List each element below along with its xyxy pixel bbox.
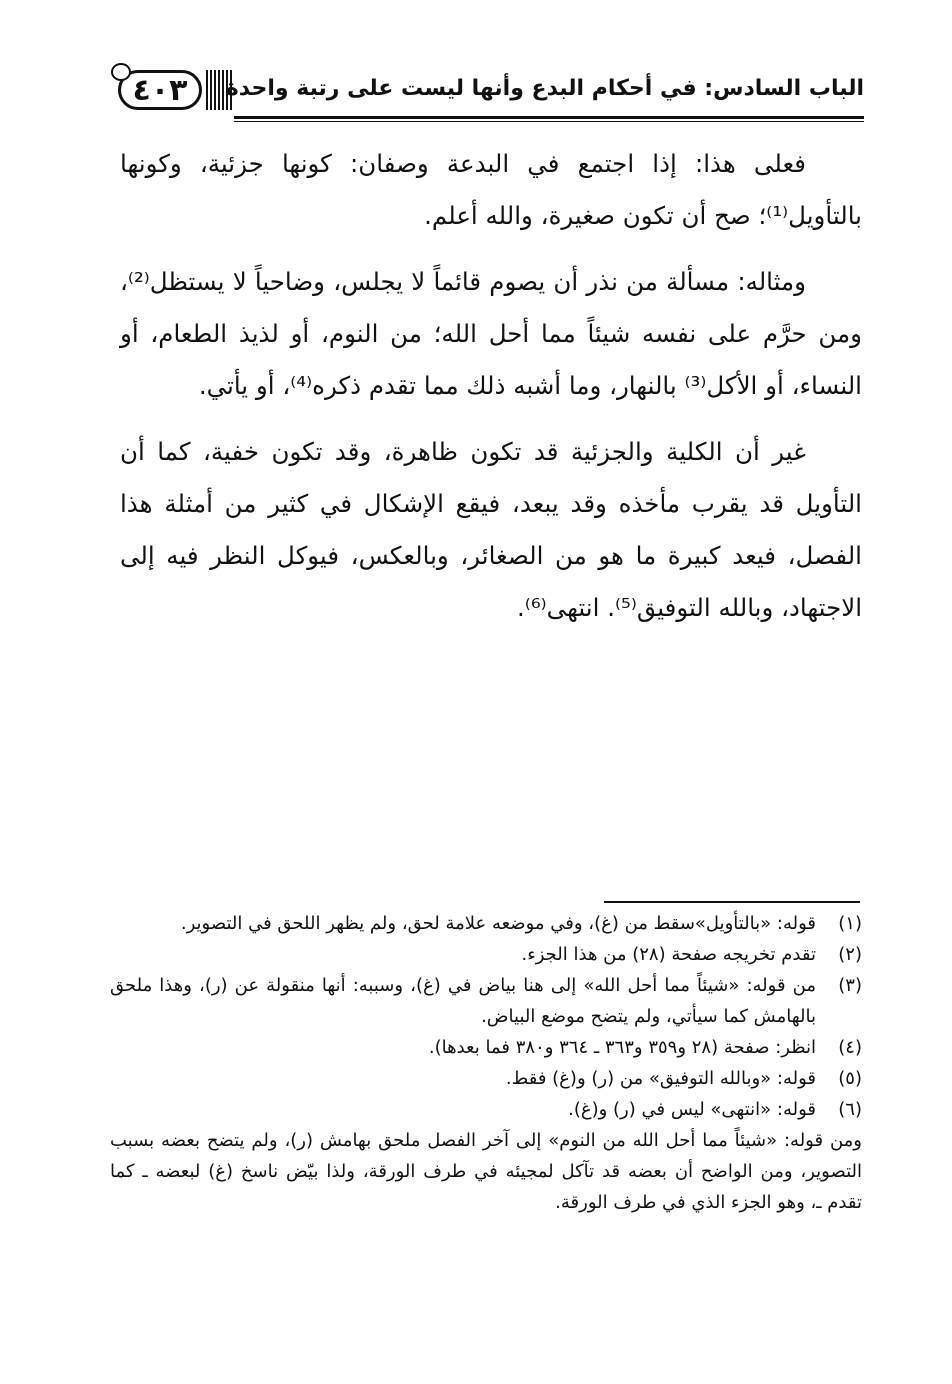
header-rule bbox=[234, 116, 864, 122]
footnote-number: (٣) bbox=[838, 975, 862, 996]
footnote-number: (٦) bbox=[838, 1099, 862, 1120]
paragraph: ومثاله: مسألة من نذر أن يصوم قائماً لا يجلس، وضاحياً لا يستظل⁽²⁾، ومن حرَّم على نفسه شيئاً مما أحل الله؛ من النوم، أو لذيذ الطعام، أو النساء، أو الأكل⁽³⁾ بالنهار، وما أشبه ذلك مما تقدم ذكره⁽⁴⁾، أو يأتي. bbox=[120, 267, 862, 400]
paragraph: فعلى هذا: إذا اجتمع في البدعة وصفان: كونها جزئية، وكونها بالتأويل⁽¹⁾؛ صح أن تكون صغيرة، والله أعلم. bbox=[120, 149, 862, 230]
page-header bbox=[112, 60, 864, 120]
footnote bbox=[110, 908, 862, 939]
page-number: ٤٠٣ bbox=[132, 72, 188, 108]
footnote-continuation: ومن قوله: «شيئاً مما أحل الله من النوم» إلى آخر الفصل ملحق بهامش (ر)، ولم يتضح بعضه بسبب التصوير، ومن الواضح أن بعضه قد تآكل لمجيئه في طرف الورقة، ولذا بيّض ناسخ (غ) لبعضه ـ كما تقدم ـ، وهو الجزء الذي في طرف الورقة. bbox=[110, 1130, 862, 1213]
footnote-text: قوله: «انتهى» ليس في (ر) و(غ). bbox=[568, 1099, 816, 1120]
running-title: الباب السادس: في أحكام البدع وأنها ليست على رتبة واحدة bbox=[225, 76, 864, 101]
footnote-number: (٢) bbox=[838, 944, 862, 965]
footnote-text: تقدم تخريجه صفحة (٢٨) من هذا الجزء. bbox=[521, 944, 816, 965]
footnote bbox=[110, 1032, 862, 1063]
footnote bbox=[110, 1063, 862, 1094]
footnote bbox=[110, 939, 862, 970]
footnote bbox=[110, 970, 862, 1032]
main-text bbox=[120, 138, 862, 648]
footnote-text: انظر: صفحة (٢٨ و٣٥٩ و٣٦٣ ـ ٣٦٤ و٣٨٠ فما بعدها). bbox=[428, 1037, 816, 1058]
footnote-text: قوله: «وبالله التوفيق» من (ر) و(غ) فقط. bbox=[505, 1068, 816, 1089]
page-number-badge bbox=[118, 70, 202, 110]
footnote-number: (٤) bbox=[838, 1037, 862, 1058]
footnote-number: (٥) bbox=[838, 1068, 862, 1089]
footnote-text: قوله: «بالتأويل»سقط من (غ)، وفي موضعه علامة لحق، ولم يظهر اللحق في التصوير. bbox=[180, 913, 816, 934]
footnote-text: من قوله: «شيئاً مما أحل الله» إلى هنا بياض في (غ)، وسببه: أنها منقولة عن (ر)، وهذا ملحق بالهامش كما سيأتي، ولم يتضح موضع البياض. bbox=[110, 975, 816, 1027]
footnote bbox=[110, 1094, 862, 1125]
footnotes bbox=[110, 908, 862, 1218]
footnote-number: (١) bbox=[838, 913, 862, 934]
paragraph: غير أن الكلية والجزئية قد تكون ظاهرة، وقد تكون خفية، كما أن التأويل قد يقرب مأخذه وقد يبعد، فيقع الإشكال في كثير من أمثلة هذا الفصل، فيعد كبيرة ما هو من الصغائر، وبالعكس، فيوكل النظر فيه إلى الاجتهاد، وبالله التوفيق⁽⁵⁾. انتهى⁽⁶⁾. bbox=[120, 437, 862, 622]
footnote-separator bbox=[604, 901, 860, 903]
